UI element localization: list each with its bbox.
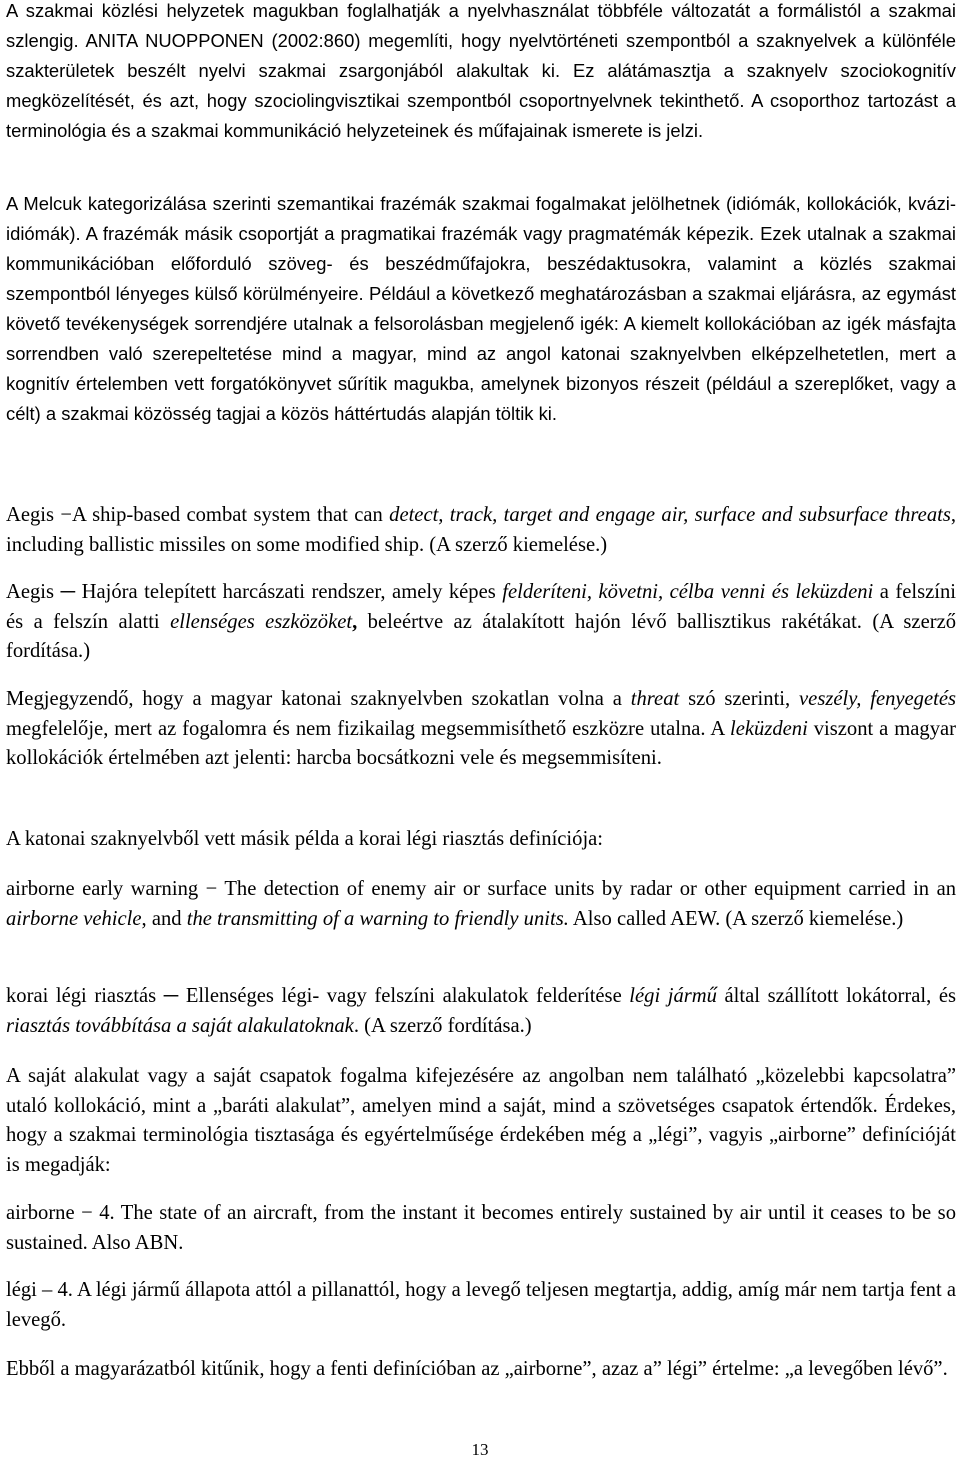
- paragraph: [6, 1276, 956, 1335]
- text-run: A saját alakulat vagy a saját csapatok fogalma kifejezésére az angolban nem található „közelebbi kapcsolatra” utaló kollokáció, mint a „baráti alakulat”, amelyen mind a saját, mind a szövetséges csapatok értendők. Érdekes, hogy a szakmai terminológia tisztasága és egyértelműsége érdekében még a „légi”, vagyis „airborne” definícióját is megadják:: [6, 1065, 956, 1176]
- text-run: Aegis −A ship-based combat system that can: [6, 504, 390, 526]
- italic-text: riasztás továbbítása a saját alakulatoknak: [6, 1014, 354, 1037]
- text-run: , including ballistic missiles on some modified ship. (A szerző kiemelése.): [6, 504, 957, 556]
- page-number: 13: [471, 1440, 489, 1459]
- paragraph: [6, 982, 956, 1041]
- text-run: beleértve az átalakított hajón lévő ballisztikus rakétákat. (A szerző fordítása.): [6, 610, 956, 662]
- text-run: Ebből a magyarázatból kitűnik, hogy a fenti definícióban az „airborne”, azaz a” légi” értelme: „a levegőben lévő”.: [6, 1358, 948, 1380]
- bold-text: ,: [352, 610, 358, 633]
- text-run: megfelelője, mert az fogalomra és nem fizikailag megsemmisíthető eszközre utalna. A: [6, 717, 731, 740]
- paragraph: [6, 875, 956, 934]
- paragraph: [6, 1199, 956, 1258]
- paragraph: [6, 578, 956, 667]
- paragraph: [6, 0, 956, 146]
- text-run: A katonai szaknyelvből vett másik példa a korai légi riasztás definíciója:: [6, 828, 604, 850]
- text-run: airborne − 4. The state of an aircraft, from the instant it becomes entirely sustained by air until it ceases to be so sustained. Also ABN.: [6, 1202, 956, 1254]
- italic-text: the transmitting of a warning to friendly units.: [186, 907, 569, 930]
- text-run: , and: [141, 907, 187, 930]
- text-run: A szakmai közlési helyzetek magukban foglalhatják a nyelvhasználat többféle változatát a formálistól a szakmai szlengig. ANITA NUOPPONEN (2002:860) megemlíti, hogy nyelvtörténeti szempontból a szaknyelvek a különféle szakterületek beszélt nyelvi szakmai zsargonjából alakultak ki. Ez alátámasztja a szaknyelv szociokognitív megközelítését, és azt, hogy szociolingvisztikai szempontból csoportnyelvnek tekinthető. A csoporthoz tartozást a terminológia és a szakmai kommunikáció helyzeteinek és műfajainak ismerete is jelzi.: [6, 0, 956, 141]
- italic-text: detect, track, target and engage air, surface and subsurface threats: [389, 504, 951, 526]
- italic-text: ellenséges eszközöket: [170, 610, 353, 633]
- text-run: korai légi riasztás ─ Ellenséges légi- vagy felszíni alakulatok felderítése: [6, 985, 630, 1007]
- paragraph: [6, 825, 956, 855]
- paragraph: [6, 1355, 956, 1385]
- italic-text: threat: [630, 688, 680, 710]
- text-run: A Melcuk kategorizálása szerinti szemantikai frazémák szakmai fogalmakat jelölhetnek (idiómák, kollokációk, kvázi-idiómák). A frazémák másik csoportját a pragmatikai frazémák vagy pragmatémák képezik. Ezek utalnak a szakmai kommunikációban előforduló szöveg- és beszédműfajokra, beszédaktusokra, valamint a közlés szakmai szempontból lényeges külső körülményeire. Például a következő meghatározásban a szakmai eljárásra, az egymást követő tevékenységek sorrendjére utalnak a felsorolásban megjelenő igék: A kiemelt kollokációban az igék másfajta sorrendben való szerepeltetése mind a magyar, mind az angol katonai szaknyelvben elképzelhetetlen, mert a kognitív értelemben vett forgatókönyvet sűrítik magukba, amelynek bizonyos részeit (például a szereplőket, vagy a célt) a szakmai közösség tagjai a közös háttértudás alapján töltik ki.: [6, 193, 956, 424]
- paragraph: [6, 501, 956, 560]
- text-run: Also called AEW. (A szerző kiemelése.): [568, 907, 904, 930]
- text-run: airborne early warning − The detection of enemy air or surface units by radar or other equipment carried in an: [6, 878, 956, 900]
- text-run: szó szerinti,: [679, 688, 800, 710]
- text-run: Megjegyzendő, hogy a magyar katonai szaknyelvben szokatlan volna a: [6, 688, 631, 710]
- italic-text: légi jármű: [629, 985, 717, 1007]
- text-run: . (A szerző fordítása.): [353, 1014, 532, 1037]
- paragraph: [6, 1062, 956, 1180]
- italic-text: veszély, fenyegetés: [799, 688, 956, 710]
- italic-text: leküzdeni: [730, 717, 808, 740]
- text-run: a felszíni és a felszín alatti: [6, 581, 956, 633]
- text-run: viszont a magyar kollokációk értelmében azt jelenti: harcba bocsátkozni vele és megsemmisíteni.: [6, 717, 956, 769]
- paragraph: [6, 189, 956, 429]
- paragraph: [6, 685, 956, 774]
- italic-text: airborne vehicle: [6, 907, 142, 930]
- italic-text: felderíteni, követni, célba venni és leküzdeni: [502, 581, 874, 603]
- text-run: légi – 4. A légi jármű állapota attól a pillanattól, hogy a levegő teljesen megtartja, addig, amíg már nem tartja fent a levegő.: [6, 1279, 956, 1331]
- text-run: által szállított lokátorral, és: [716, 985, 957, 1007]
- text-run: Aegis ─ Hajóra telepített harcászati rendszer, amely képes: [6, 581, 503, 603]
